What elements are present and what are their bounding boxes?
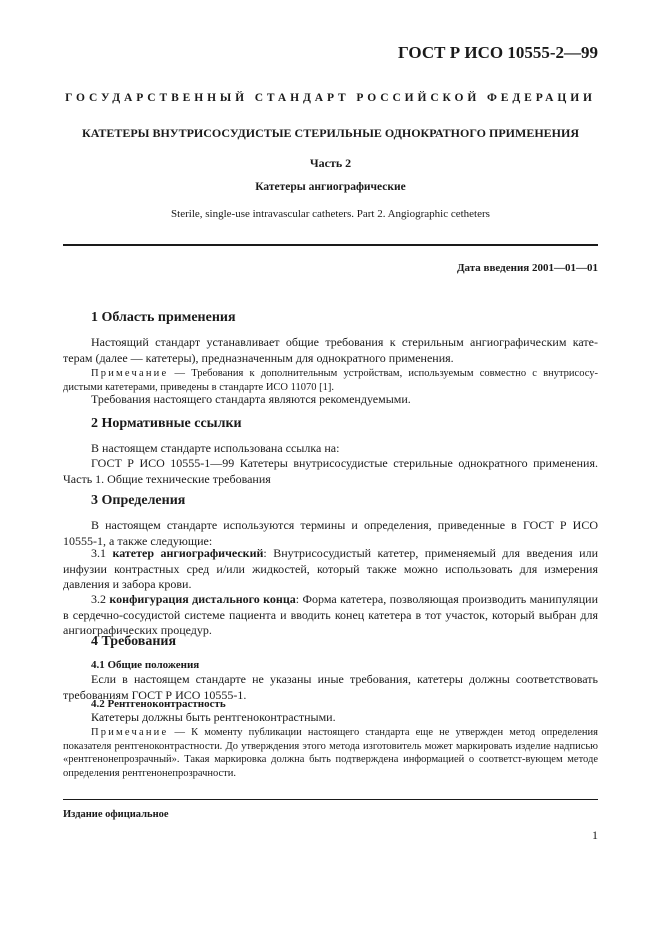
section-4-note [63, 726, 598, 780]
subsection-4-1-heading: 4.1 Общие положения [91, 659, 200, 671]
note-text: — Требования к дополнительным устройствам, используемым совместно с внутрисосу-дистыми катетерами, приведены в стандарте ИСО 11070 [1]. [63, 368, 598, 393]
definition-3-1-text: : Внутрисосудистый катетер, применяемый для введения или инфузии контрастных сред и/или жидкостей, который также можно использовать для измерения давления и забора крови. [63, 546, 598, 591]
subsection-4-2-body: Катетеры должны быть рентгеноконтрастными. [91, 710, 336, 724]
part-label: Часть 2 [309, 156, 352, 170]
document-title: КАТЕТЕРЫ ВНУТРИСОСУДИСТЫЕ СТЕРИЛЬНЫЕ ОДНОКРАТНОГО ПРИМЕНЕНИЯ [82, 126, 579, 140]
subsection-4-2-heading: 4.2 Рентгеноконтрастность [91, 698, 226, 710]
section-2-reference [63, 456, 598, 487]
document-subtitle: Катетеры ангиографические [255, 181, 406, 193]
subsection-4-1-body: Если в настоящем стандарте не указаны иные требования, катетеры должны соответствовать требованиям ГОСТ Р ИСО 10555-1. [63, 672, 598, 702]
definition-3-2-text: : Форма катетера, позволяющая производить манипуляции в сердечно-сосудистой системе пациента и вводить конец катетера в тот участок, который выбран для ангиографических процедур. [63, 592, 598, 637]
section-1-paragraph-1-text: Настоящий стандарт устанавливает общие требования к стерильным ангиографическим кате-терам (далее — катетеры), предназначенным для однократного применения. [63, 335, 598, 365]
section-1-note [63, 367, 598, 394]
page-number: 1 [592, 828, 598, 842]
note-label: Примечание [91, 368, 169, 379]
note-label: Примечание [91, 727, 169, 738]
state-standard-title: ГОСУДАРСТВЕННЫЙ СТАНДАРТ РОССИЙСКОЙ ФЕДЕРАЦИИ [65, 92, 596, 104]
section-2-paragraph-1-text: В настоящем стандарте использована ссылка на: [91, 441, 340, 455]
section-2-reference-text: ГОСТ Р ИСО 10555-1—99 Катетеры внутрисосудистые стерильные однократного применения. Часть 1. Общие технические требования [63, 456, 598, 486]
section-2-heading: 2 Нормативные ссылки [91, 416, 242, 431]
section-1-paragraph-2 [63, 392, 598, 408]
section-3-paragraph-1-text: В настоящем стандарте используются термины и определения, приведенные в ГОСТ Р ИСО 10555-1, а также следующие: [63, 518, 598, 548]
subsection-4-2-text [63, 710, 598, 726]
definition-3-2-term: конфигурация дистального конца [109, 592, 296, 606]
document-code: ГОСТ Р ИСО 10555-2—99 [398, 43, 598, 62]
definition-3-2-number: 3.2 [91, 592, 110, 606]
section-1-paragraph-2-text: Требования настоящего стандарта являются рекомендуемыми. [91, 392, 411, 406]
definition-3-1-term: катетер ангиографический [112, 546, 264, 560]
header-divider [63, 244, 598, 246]
section-2-paragraph-1 [63, 441, 598, 457]
section-3-heading: 3 Определения [91, 493, 186, 508]
english-title: Sterile, single-use intravascular catheters. Part 2. Angiographic cetheters [171, 208, 490, 220]
footer-divider [63, 799, 598, 800]
definition-3-2 [63, 592, 598, 639]
section-1-heading: 1 Область применения [91, 310, 236, 325]
section-4-heading: 4 Требования [91, 634, 177, 649]
official-edition-label: Издание официальное [63, 809, 169, 820]
definition-3-1-number: 3.1 [91, 546, 113, 560]
section-3-paragraph-1 [63, 518, 598, 549]
section-1-paragraph-1 [63, 335, 598, 366]
effective-date: Дата введения 2001—01—01 [456, 262, 598, 274]
definition-3-1 [63, 546, 598, 593]
note-text: — К моменту публикации настоящего стандарта еще не утвержден метод определения показателя рентгеноконтрастности. До утверждения этого метода изготовитель может маркировать изделие надписью «рентгенонепрозрачный». Такая маркировка должна быть подтверждена информацией о соответст-вующем методе определения рентгенонепрозрачности. [63, 727, 598, 779]
